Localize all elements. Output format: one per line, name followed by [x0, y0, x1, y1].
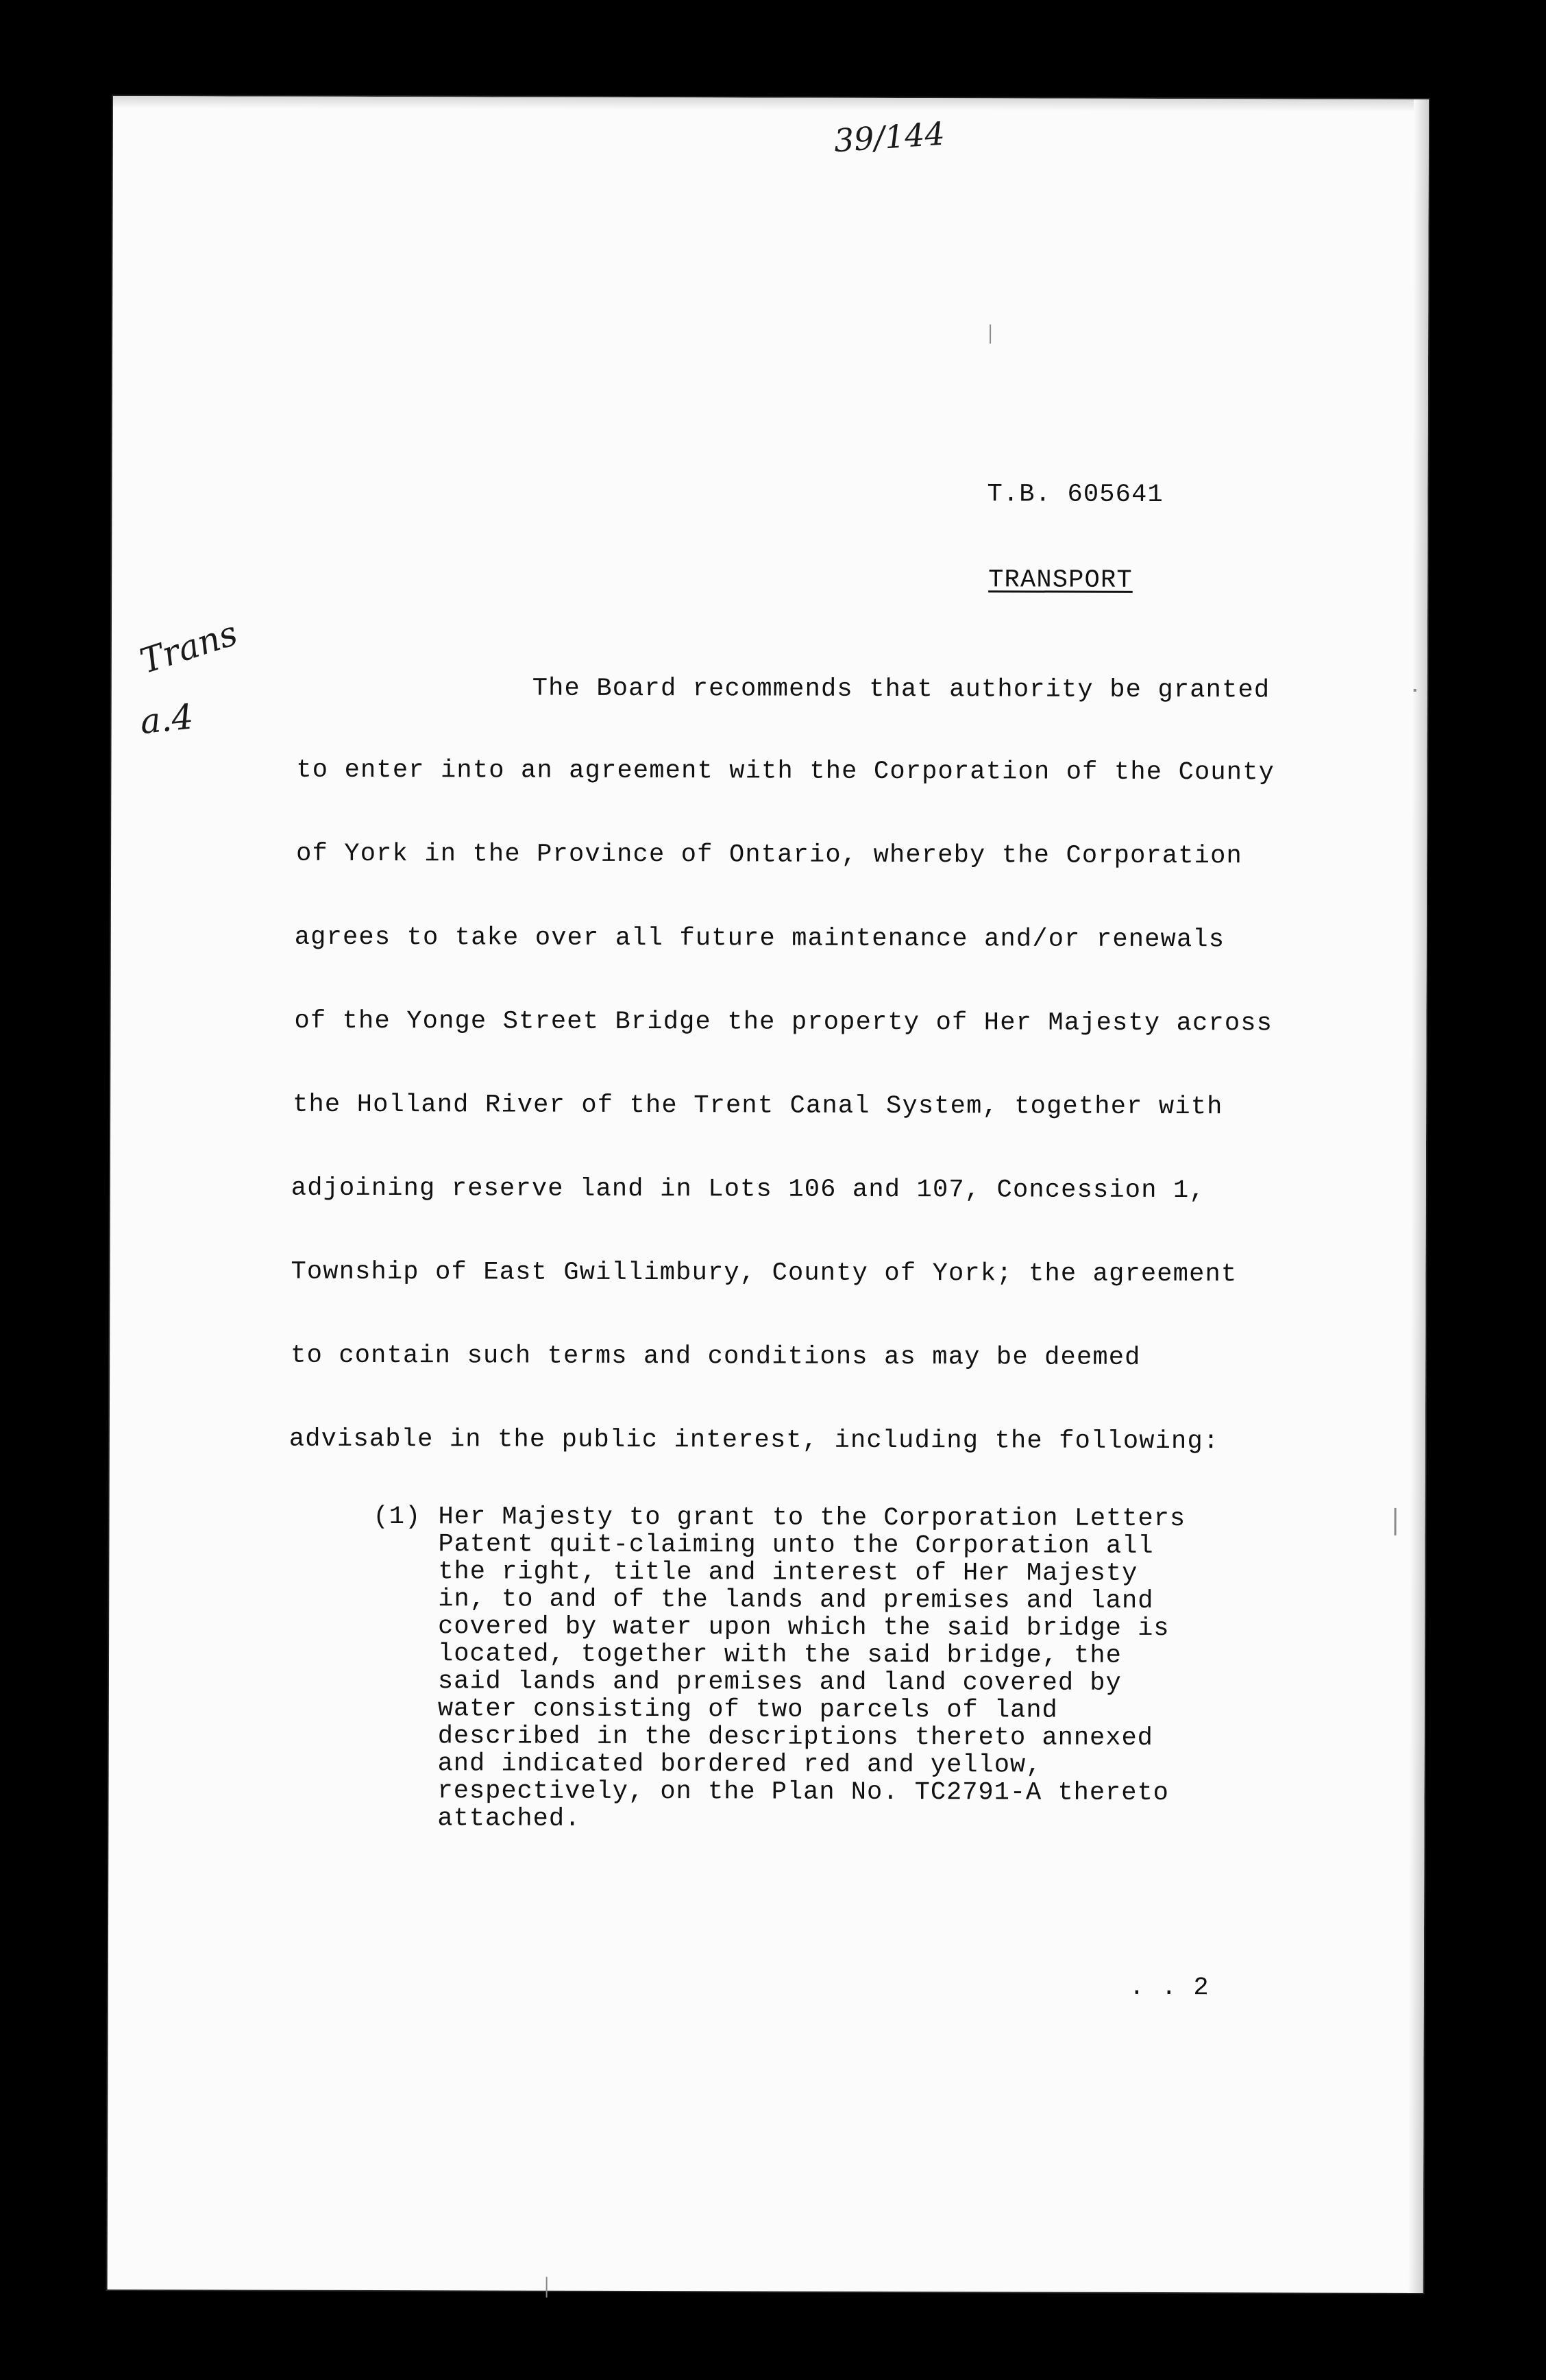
- item-line: described in the descriptions thereto annexed: [437, 1722, 1153, 1753]
- item-line: Patent quit-claiming unto the Corporation all: [438, 1530, 1154, 1561]
- paragraph-line: adjoining reserve land in Lots 106 and 107, Concession 1,: [291, 1174, 1205, 1206]
- sheet-edge-shadow: [113, 96, 1429, 112]
- item-line: attached.: [437, 1804, 581, 1834]
- scan-speck: [1414, 689, 1416, 692]
- paragraph-line: of the Yonge Street Bridge the property of Her Majesty across: [294, 1006, 1273, 1039]
- scan-speck: [1395, 1508, 1397, 1535]
- paragraph-line: advisable in the public interest, including the following:: [289, 1424, 1220, 1457]
- item-line: the right, title and interest of Her Majesty: [438, 1557, 1138, 1588]
- paragraph-line: the Holland River of the Trent Canal System, together with: [293, 1090, 1223, 1122]
- item-line: Her Majesty to grant to the Corporation Letters: [438, 1503, 1186, 1534]
- paragraph-line: Township of East Gwillimbury, County of York; the agreement: [291, 1257, 1238, 1289]
- handwritten-margin-note: a.4: [138, 696, 195, 742]
- paper-sheet: [108, 96, 1429, 2293]
- department-heading: TRANSPORT: [988, 566, 1133, 595]
- scan-speck: [546, 2277, 548, 2298]
- paragraph-line: The Board recommends that authority be granted: [532, 674, 1271, 705]
- paragraph-line: to enter into an agreement with the Corporation of the County: [296, 755, 1275, 788]
- item-line: and indicated bordered red and yellow,: [437, 1749, 1042, 1780]
- item-line: said lands and premises and land covered by: [437, 1667, 1122, 1698]
- item-line: water consisting of two parcels of land: [437, 1695, 1058, 1725]
- sheet-edge-shadow: [1408, 99, 1429, 2293]
- item-line: respectively, on the Plan No. TC2791-A thereto: [437, 1777, 1169, 1808]
- paragraph-line: of York in the Province of Ontario, whereby the Corporation: [296, 839, 1242, 871]
- item-line: covered by water upon which the said bridge is: [438, 1612, 1170, 1644]
- item-line: located, together with the said bridge, the: [437, 1640, 1122, 1671]
- paragraph-line: agrees to take over all future maintenance and/or renewals: [294, 923, 1225, 955]
- item-number: (1): [373, 1503, 421, 1532]
- item-line: in, to and of the lands and premises and land: [438, 1585, 1154, 1616]
- page-continuation-marker: . . 2: [1129, 1973, 1210, 2003]
- paragraph-line: to contain such terms and conditions as may be deemed: [291, 1341, 1141, 1372]
- scan-speck: [990, 324, 991, 343]
- handwritten-folio-number: 39/144: [833, 114, 946, 160]
- reference-number: T.B. 605641: [987, 480, 1164, 510]
- handwritten-margin-note: Trans: [135, 613, 243, 682]
